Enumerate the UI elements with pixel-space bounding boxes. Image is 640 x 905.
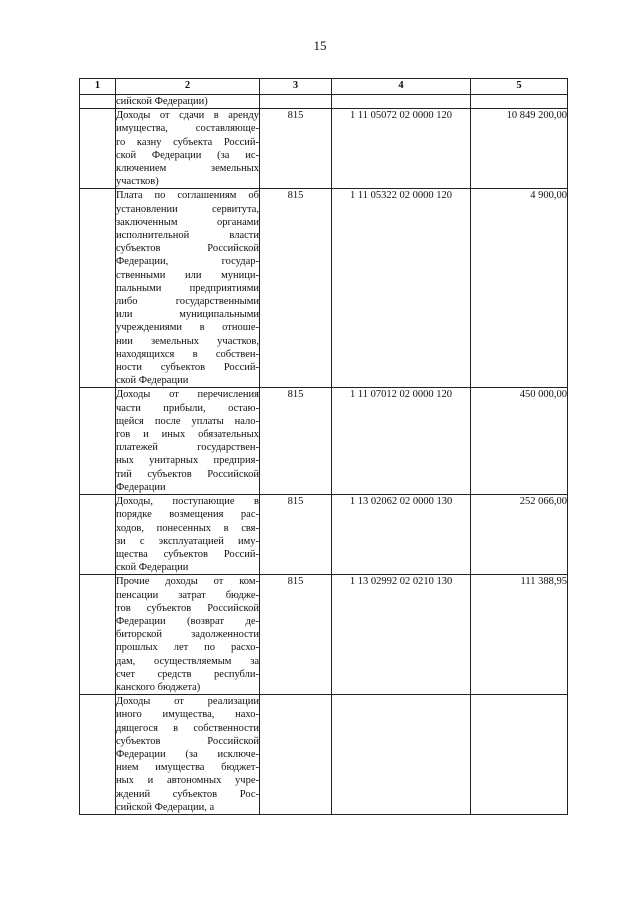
description-line: Доходы от перечисления — [116, 389, 259, 401]
column-header: 1 — [80, 79, 116, 95]
row-number-cell — [80, 109, 116, 189]
description-line: имущества, составляюще- — [116, 123, 259, 135]
income-description-cell — [116, 695, 260, 815]
amount-cell — [471, 95, 568, 109]
column-header: 4 — [332, 79, 471, 95]
description-line: ждений субъектов Рос- — [116, 788, 259, 800]
revenue-table — [79, 78, 568, 815]
table-row — [80, 95, 568, 109]
administrator-code-cell: 815 — [260, 109, 332, 189]
description-line: находящихся в собствен- — [116, 348, 259, 360]
amount-cell — [471, 695, 568, 815]
page-number: 15 — [313, 38, 327, 53]
description-line: Федерации (за исключе- — [116, 748, 259, 760]
description-line: прошлых лет по расхо- — [116, 642, 259, 654]
row-number-cell — [80, 189, 116, 388]
description-line: исполнительной власти — [116, 230, 259, 242]
description-line: порядке возмещения рас- — [116, 509, 259, 521]
amount-cell: 111 388,95 — [471, 575, 568, 695]
description-line: ных и автономных учре- — [116, 775, 259, 787]
classification-code-cell: 1 11 05072 02 0000 120 — [332, 109, 471, 189]
description-line: пальными предприятиями — [116, 282, 259, 294]
administrator-code-cell — [260, 695, 332, 815]
description-line: ных унитарных предприя- — [116, 455, 259, 467]
amount-cell: 450 000,00 — [471, 388, 568, 495]
income-description-cell — [116, 95, 260, 109]
table-header-row — [80, 79, 568, 95]
table-row — [80, 495, 568, 575]
description-line: Доходы от сдачи в аренду — [116, 110, 259, 122]
description-line: зи с эксплуатацией иму- — [116, 535, 259, 547]
description-line: гов и иных обязательных — [116, 429, 259, 441]
administrator-code-cell: 815 — [260, 495, 332, 575]
table-row — [80, 109, 568, 189]
description-line: Федерации (возврат де- — [116, 615, 259, 627]
description-line: ской Федерации (за ис- — [116, 149, 259, 161]
description-line: сийской Федерации, а — [116, 801, 215, 813]
column-header: 3 — [260, 79, 332, 95]
description-line: тов субъектов Российской — [116, 602, 259, 614]
description-line: щейся после уплаты нало- — [116, 415, 259, 427]
description-line: ходов, понесенных в свя- — [116, 522, 259, 534]
table-row — [80, 189, 568, 388]
description-line: заключенным органами — [116, 216, 259, 228]
classification-code-cell: 1 11 07012 02 0000 120 — [332, 388, 471, 495]
row-number-cell — [80, 495, 116, 575]
description-line: ской Федерации — [116, 375, 189, 387]
description-line: нием имущества бюджет- — [116, 762, 259, 774]
description-line: ственными или муници- — [116, 269, 259, 281]
description-line: счет средств республи- — [116, 668, 259, 680]
description-line: дам, осуществляемым за — [116, 655, 259, 667]
description-line: сийской Федерации) — [116, 96, 208, 107]
income-description-cell — [116, 109, 260, 189]
description-line: нии земельных участков, — [116, 335, 259, 347]
amount-cell: 4 900,00 — [471, 189, 568, 388]
income-description-cell — [116, 189, 260, 388]
table-row — [80, 575, 568, 695]
administrator-code-cell: 815 — [260, 388, 332, 495]
description-line: тий субъектов Российской — [116, 468, 259, 480]
description-line: пенсации затрат бюдже- — [116, 589, 259, 601]
row-number-cell — [80, 95, 116, 109]
administrator-code-cell: 815 — [260, 189, 332, 388]
income-description-cell — [116, 495, 260, 575]
description-line: Федерации — [116, 481, 166, 493]
description-line: иного имущества, нахо- — [116, 709, 259, 721]
description-line: биторской задолженности — [116, 629, 259, 641]
description-line: Прочие доходы от ком- — [116, 576, 259, 588]
description-line: ности субъектов Россий- — [116, 362, 259, 374]
description-line: ключением земельных — [116, 163, 259, 175]
description-line: щества субъектов Россий- — [116, 548, 259, 560]
table-row — [80, 388, 568, 495]
description-line: субъектов Российской — [116, 735, 259, 747]
income-description-cell — [116, 388, 260, 495]
classification-code-cell — [332, 95, 471, 109]
amount-cell: 10 849 200,00 — [471, 109, 568, 189]
row-number-cell — [80, 695, 116, 815]
description-line: Плата по соглашениям об — [116, 190, 259, 202]
income-description-cell — [116, 575, 260, 695]
classification-code-cell: 1 11 05322 02 0000 120 — [332, 189, 471, 388]
table-row — [80, 695, 568, 815]
description-line: или муниципальными — [116, 309, 259, 321]
description-line: Федерации, государ- — [116, 256, 259, 268]
column-header: 2 — [116, 79, 260, 95]
classification-code-cell — [332, 695, 471, 815]
description-line: участков) — [116, 176, 159, 188]
classification-code-cell: 1 13 02992 02 0210 130 — [332, 575, 471, 695]
description-line: Доходы от реализации — [116, 696, 259, 708]
table-body — [80, 95, 568, 815]
description-line: Доходы, поступающие в — [116, 496, 259, 508]
description-line: субъектов Российской — [116, 243, 259, 255]
description-line: учреждениями в отноше- — [116, 322, 259, 334]
description-line: канского бюджета) — [116, 681, 201, 693]
description-line: платежей государствен- — [116, 442, 259, 454]
row-number-cell — [80, 575, 116, 695]
description-line: дящегося в собственности — [116, 722, 259, 734]
description-line: ской Федерации — [116, 562, 189, 574]
amount-cell: 252 066,00 — [471, 495, 568, 575]
column-header: 5 — [471, 79, 568, 95]
administrator-code-cell — [260, 95, 332, 109]
row-number-cell — [80, 388, 116, 495]
description-line: либо государственными — [116, 296, 259, 308]
administrator-code-cell: 815 — [260, 575, 332, 695]
classification-code-cell: 1 13 02062 02 0000 130 — [332, 495, 471, 575]
description-line: го казну субъекта Россий- — [116, 136, 259, 148]
description-line: части прибыли, остаю- — [116, 402, 259, 414]
description-line: установлении сервитута, — [116, 203, 259, 215]
